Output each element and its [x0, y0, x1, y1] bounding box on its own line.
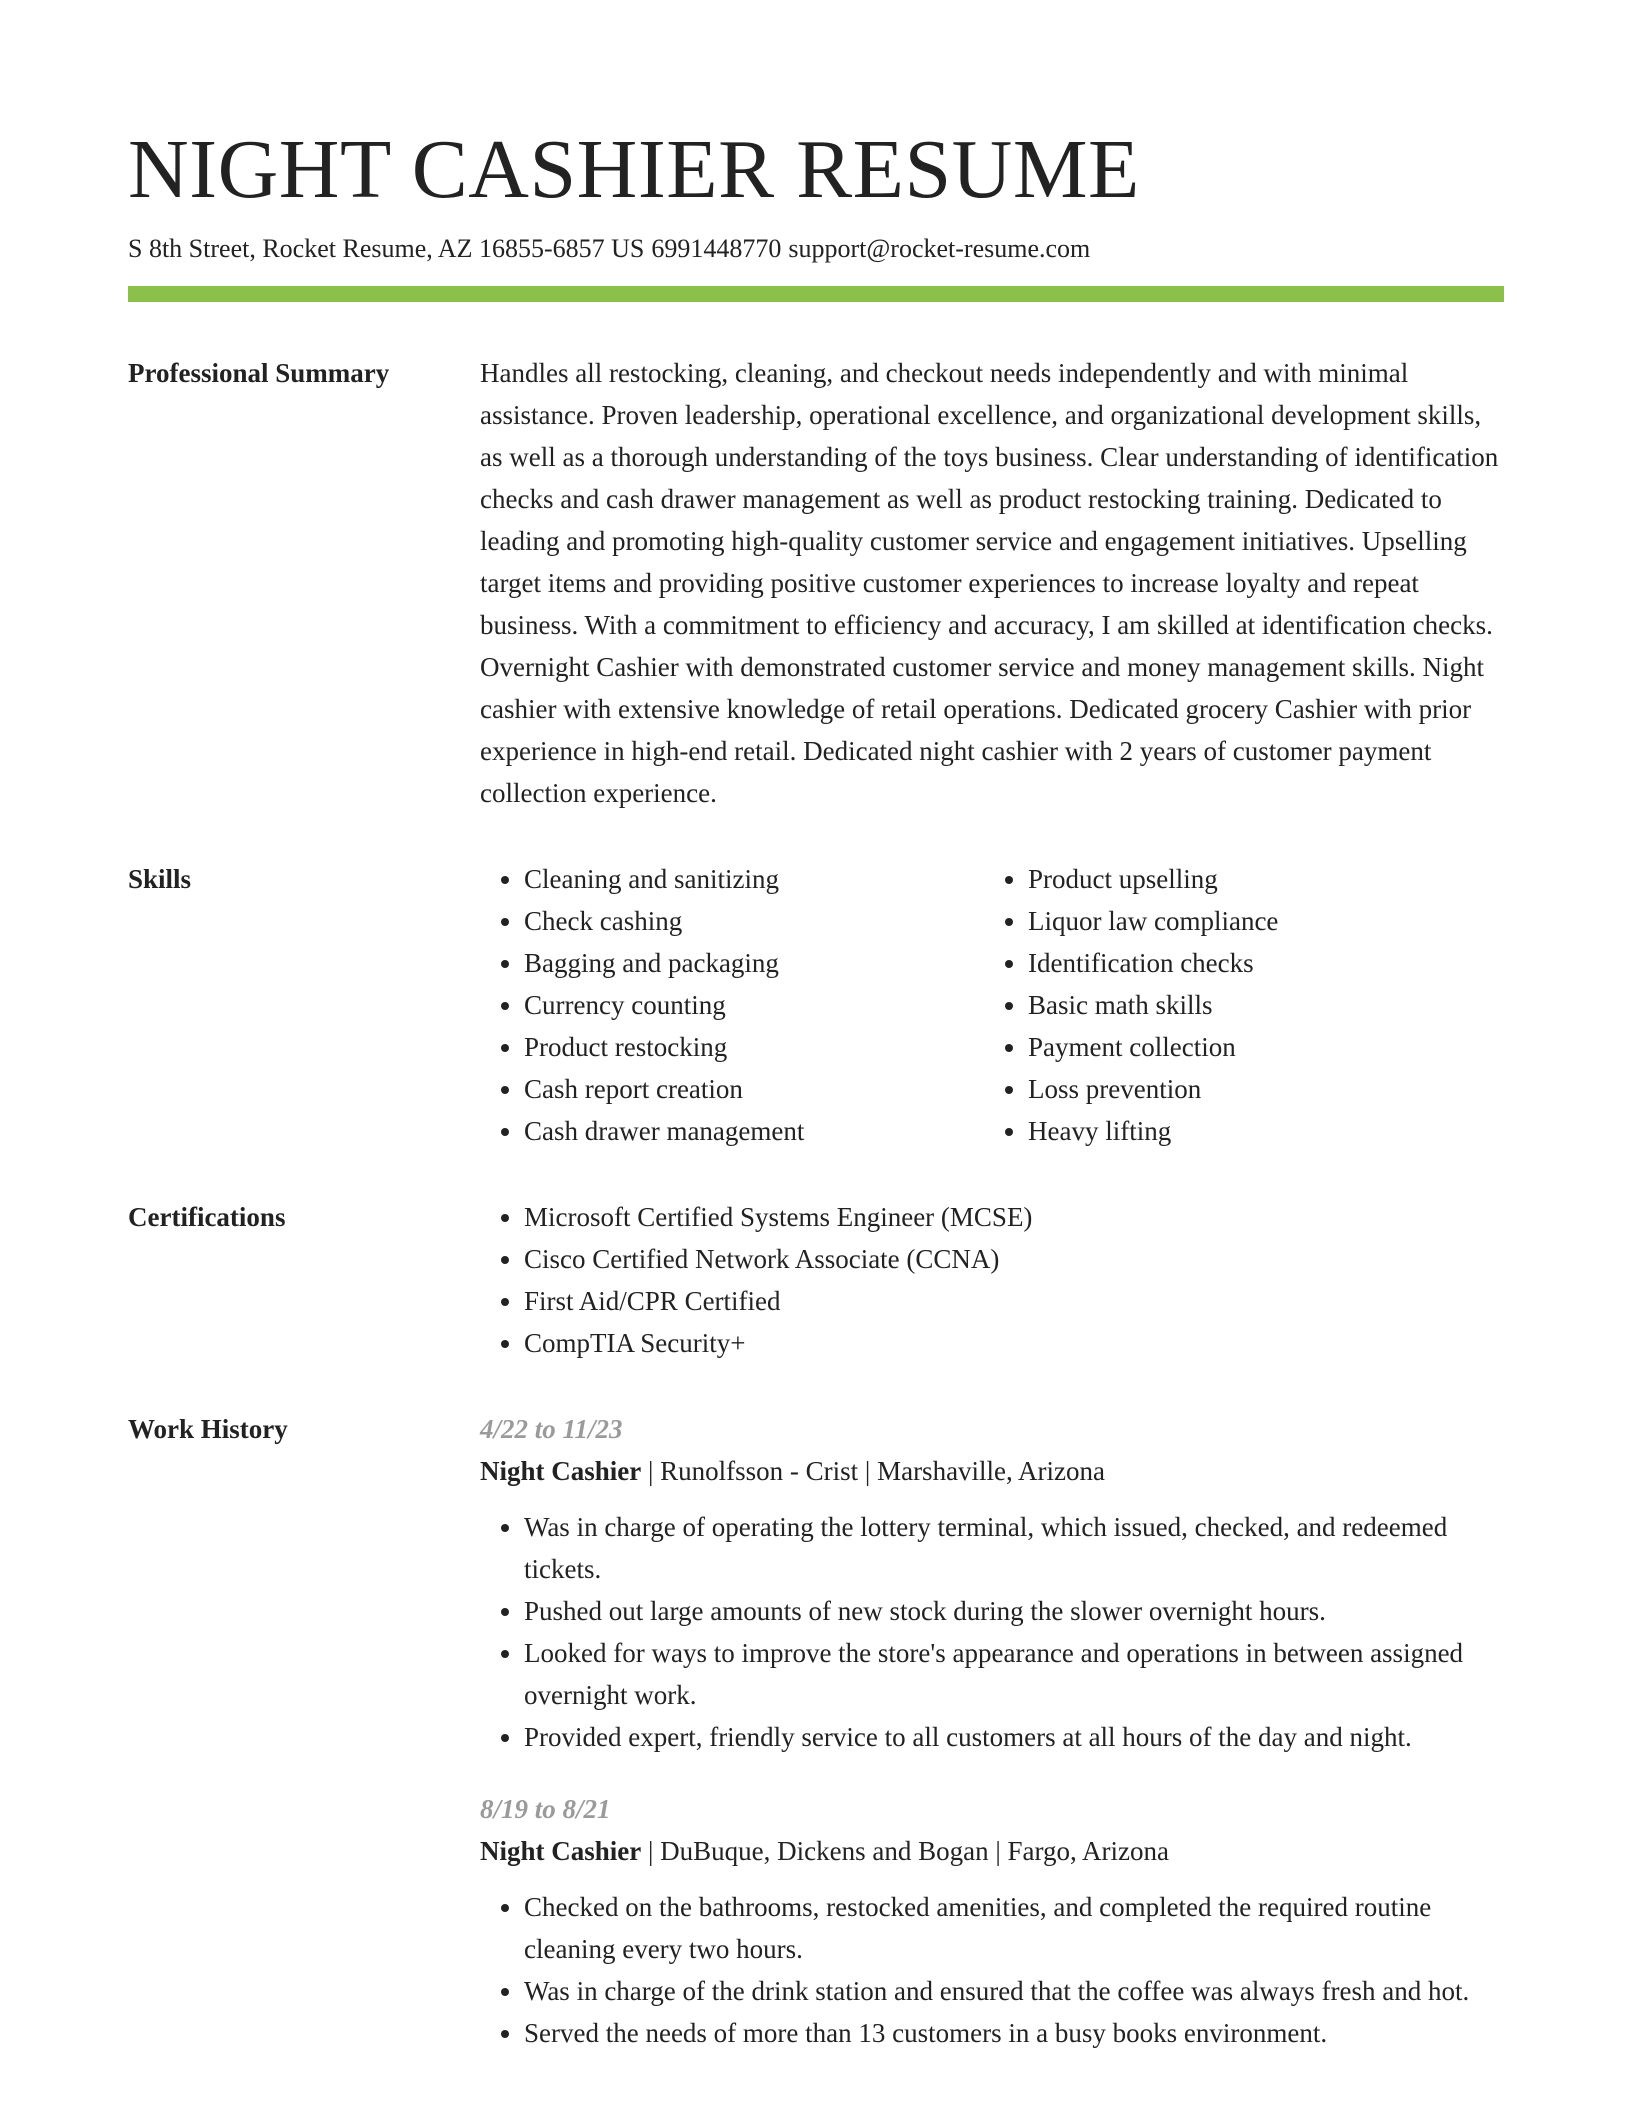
certification-item: • CompTIA Security+ — [524, 1322, 1504, 1364]
job-title-line — [480, 1830, 1504, 1872]
skill-item: • Heavy lifting — [1028, 1110, 1504, 1152]
contact-phone: 6991448770 — [651, 234, 782, 263]
skill-item: • Liquor law compliance — [1028, 900, 1504, 942]
skill-item: • Cash report creation — [524, 1068, 984, 1110]
skill-item: • Check cashing — [524, 900, 984, 942]
job-bullets — [480, 1886, 1504, 2054]
skill-item: • Payment collection — [1028, 1026, 1504, 1068]
job-dates: 4/22 to 11/23 — [480, 1414, 623, 1444]
resume-page — [128, 120, 1504, 2084]
job-entry — [480, 1408, 1504, 1758]
job-dates: 8/19 to 8/21 — [480, 1794, 611, 1824]
job-employer-location: | DuBuque, Dickens and Bogan | Fargo, Arizona — [641, 1836, 1169, 1866]
job-employer-location: | Runolfsson - Crist | Marshaville, Arizona — [641, 1456, 1106, 1486]
work-history-section — [128, 1408, 1504, 2084]
skills-list-right — [984, 858, 1504, 1152]
skills-heading: Skills — [128, 864, 192, 894]
summary-text: Handles all restocking, cleaning, and checkout needs independently and with minimal assistance. Proven leadership, operational excellence, and organizational development skills, as well as a thorough understanding of the toys business. Clear understanding of identification checks and cash drawer management as well as product restocking training. Dedicated to leading and promoting high-quality customer service and engagement initiatives. Upselling target items and providing positive customer experiences to increase loyalty and repeat business. With a commitment to efficiency and accuracy, I am skilled at identification checks. Overnight Cashier with demonstrated customer service and money management skills. Night cashier with extensive knowledge of retail operations. Dedicated grocery Cashier with prior experience in high-end retail. Dedicated night cashier with 2 years of customer payment collection experience. — [480, 358, 1499, 808]
job-bullet: • Pushed out large amounts of new stock during the slower overnight hours. — [524, 1590, 1504, 1632]
skill-item: • Currency counting — [524, 984, 984, 1026]
skill-item: • Cash drawer management — [524, 1110, 984, 1152]
summary-section — [128, 352, 1504, 814]
work-history-heading: Work History — [128, 1414, 288, 1444]
job-bullet: • Looked for ways to improve the store's appearance and operations in between assigned overnight work. — [524, 1632, 1504, 1716]
job-bullet: • Was in charge of the drink station and ensured that the coffee was always fresh and hot. — [524, 1970, 1504, 2012]
skill-item: • Product upselling — [1028, 858, 1504, 900]
skills-list-left — [480, 858, 984, 1152]
skill-item: • Bagging and packaging — [524, 942, 984, 984]
certification-item: • Cisco Certified Network Associate (CCNA) — [524, 1238, 1504, 1280]
job-entry — [480, 1788, 1504, 2054]
job-bullet: • Served the needs of more than 13 customers in a busy books environment. — [524, 2012, 1504, 2054]
contact-email: support@rocket-resume.com — [788, 234, 1091, 263]
skills-section — [128, 858, 1504, 1152]
skill-item: • Cleaning and sanitizing — [524, 858, 984, 900]
job-title: Night Cashier — [480, 1836, 642, 1866]
certifications-heading: Certifications — [128, 1202, 286, 1232]
job-bullet: • Provided expert, friendly service to all customers at all hours of the day and night. — [524, 1716, 1504, 1758]
skill-item: • Basic math skills — [1028, 984, 1504, 1026]
job-bullet: • Checked on the bathrooms, restocked amenities, and completed the required routine cleaning every two hours. — [524, 1886, 1504, 1970]
certification-item: • First Aid/CPR Certified — [524, 1280, 1504, 1322]
header-divider — [128, 286, 1504, 302]
job-title-line — [480, 1450, 1504, 1492]
skill-item: • Identification checks — [1028, 942, 1504, 984]
skill-item: • Product restocking — [524, 1026, 984, 1068]
summary-heading: Professional Summary — [128, 358, 390, 388]
resume-title: NIGHT CASHIER RESUME — [128, 123, 1140, 216]
contact-address: S 8th Street, Rocket Resume, AZ 16855-6857 US — [128, 234, 645, 263]
job-bullets — [480, 1506, 1504, 1758]
certification-item: • Microsoft Certified Systems Engineer (MCSE) — [524, 1196, 1504, 1238]
skill-item: • Loss prevention — [1028, 1068, 1504, 1110]
certifications-list — [480, 1196, 1504, 1364]
contact-line — [128, 232, 1504, 266]
certifications-section — [128, 1196, 1504, 1364]
job-title: Night Cashier — [480, 1456, 642, 1486]
job-bullet: • Was in charge of operating the lottery terminal, which issued, checked, and redeemed tickets. — [524, 1506, 1504, 1590]
